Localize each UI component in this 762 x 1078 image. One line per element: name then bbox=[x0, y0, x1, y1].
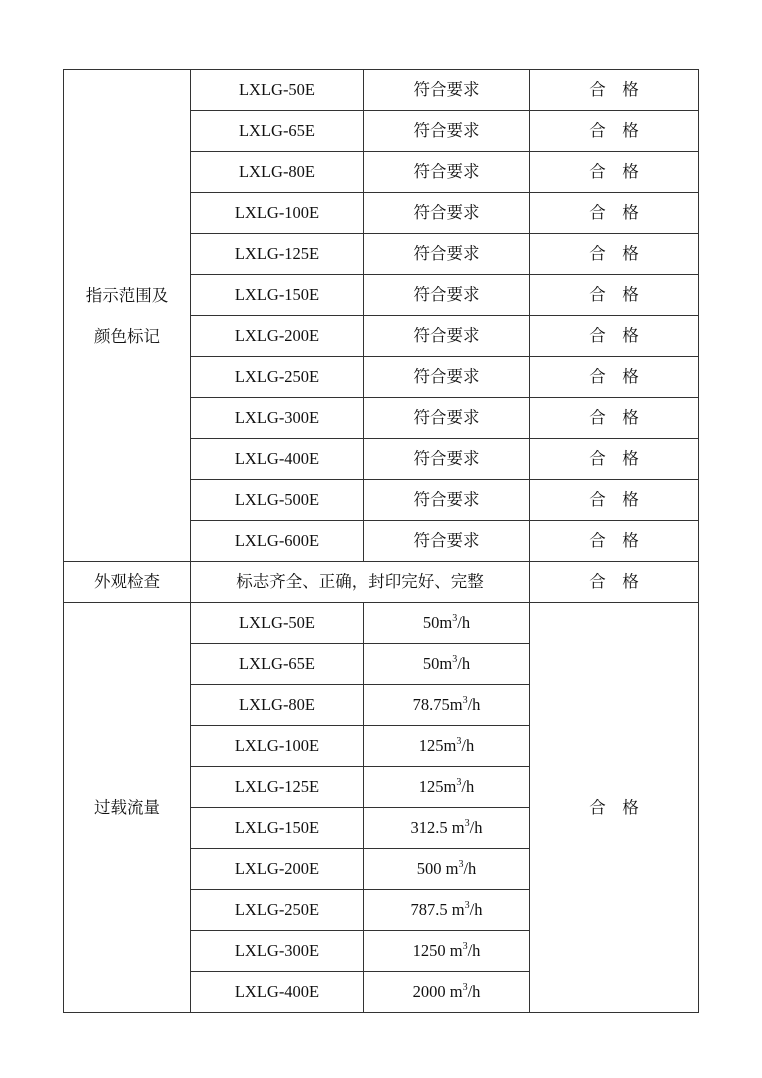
result-cell: 合 格 bbox=[530, 275, 699, 316]
result-cell: 合 格 bbox=[530, 521, 699, 562]
model-cell: LXLG-80E bbox=[191, 152, 364, 193]
flow-value-cell: $50m^3/h$ bbox=[364, 603, 530, 644]
model-cell: LXLG-300E bbox=[191, 931, 364, 972]
model-cell: LXLG-125E bbox=[191, 767, 364, 808]
flow-value-cell: $78.75m^3/h$ bbox=[364, 685, 530, 726]
flow-value-cell: $50m^3/h$ bbox=[364, 644, 530, 685]
requirement-cell: 符合要求 bbox=[364, 234, 530, 275]
flow-value-cell: $125m^3/h$ bbox=[364, 726, 530, 767]
table-row bbox=[64, 562, 699, 603]
model-cell: LXLG-65E bbox=[191, 644, 364, 685]
requirement-cell: 符合要求 bbox=[364, 111, 530, 152]
flow-value-cell: 500 $m^3/h$ bbox=[364, 849, 530, 890]
model-cell: LXLG-500E bbox=[191, 480, 364, 521]
result-cell: 合 格 bbox=[530, 357, 699, 398]
model-cell: LXLG-80E bbox=[191, 685, 364, 726]
table-row bbox=[64, 70, 699, 111]
requirement-cell: 符合要求 bbox=[364, 316, 530, 357]
model-cell: LXLG-300E bbox=[191, 398, 364, 439]
appearance-requirement-cell: 标志齐全、正确，封印完好、完整 bbox=[191, 562, 530, 603]
requirement-cell: 符合要求 bbox=[364, 152, 530, 193]
model-cell: LXLG-100E bbox=[191, 193, 364, 234]
result-cell: 合 格 bbox=[530, 234, 699, 275]
model-cell: LXLG-50E bbox=[191, 70, 364, 111]
requirement-cell: 符合要求 bbox=[364, 480, 530, 521]
result-cell: 合 格 bbox=[530, 398, 699, 439]
model-cell: LXLG-200E bbox=[191, 316, 364, 357]
model-cell: LXLG-600E bbox=[191, 521, 364, 562]
result-cell: 合 格 bbox=[530, 439, 699, 480]
indicator-label-line2: 颜色标记 bbox=[94, 326, 160, 346]
model-cell: LXLG-250E bbox=[191, 890, 364, 931]
model-cell: LXLG-150E bbox=[191, 275, 364, 316]
model-cell: LXLG-150E bbox=[191, 808, 364, 849]
model-cell: LXLG-250E bbox=[191, 357, 364, 398]
requirement-cell: 符合要求 bbox=[364, 193, 530, 234]
indicator-label-line1: 指示范围及 bbox=[85, 285, 169, 305]
appearance-section-label: 外观检查 bbox=[64, 562, 191, 603]
requirement-cell: 符合要求 bbox=[364, 357, 530, 398]
flow-value-cell: $125m^3/h$ bbox=[364, 767, 530, 808]
model-cell: LXLG-200E bbox=[191, 849, 364, 890]
model-cell: LXLG-65E bbox=[191, 111, 364, 152]
result-cell: 合 格 bbox=[530, 316, 699, 357]
flow-value-cell: 312.5 $m^3/h$ bbox=[364, 808, 530, 849]
flow-value-cell: 1250 $m^3/h$ bbox=[364, 931, 530, 972]
indicator-section-label bbox=[64, 70, 191, 562]
overload-section-label: 过载流量 bbox=[64, 603, 191, 1013]
result-cell: 合 格 bbox=[530, 70, 699, 111]
model-cell: LXLG-400E bbox=[191, 439, 364, 480]
result-cell: 合 格 bbox=[530, 152, 699, 193]
requirement-cell: 符合要求 bbox=[364, 398, 530, 439]
overload-result-cell: 合 格 bbox=[530, 603, 699, 1013]
requirement-cell: 符合要求 bbox=[364, 439, 530, 480]
flow-value-cell: 787.5 $m^3/h$ bbox=[364, 890, 530, 931]
requirement-cell: 符合要求 bbox=[364, 70, 530, 111]
model-cell: LXLG-100E bbox=[191, 726, 364, 767]
result-cell: 合 格 bbox=[530, 111, 699, 152]
inspection-table-body bbox=[64, 70, 699, 1013]
model-cell: LXLG-400E bbox=[191, 972, 364, 1013]
result-cell: 合 格 bbox=[530, 562, 699, 603]
requirement-cell: 符合要求 bbox=[364, 275, 530, 316]
result-cell: 合 格 bbox=[530, 480, 699, 521]
result-cell: 合 格 bbox=[530, 193, 699, 234]
flow-value-cell: 2000 $m^3/h$ bbox=[364, 972, 530, 1013]
requirement-cell: 符合要求 bbox=[364, 521, 530, 562]
model-cell: LXLG-125E bbox=[191, 234, 364, 275]
model-cell: LXLG-50E bbox=[191, 603, 364, 644]
table-row bbox=[64, 603, 699, 644]
inspection-table bbox=[63, 69, 699, 1013]
